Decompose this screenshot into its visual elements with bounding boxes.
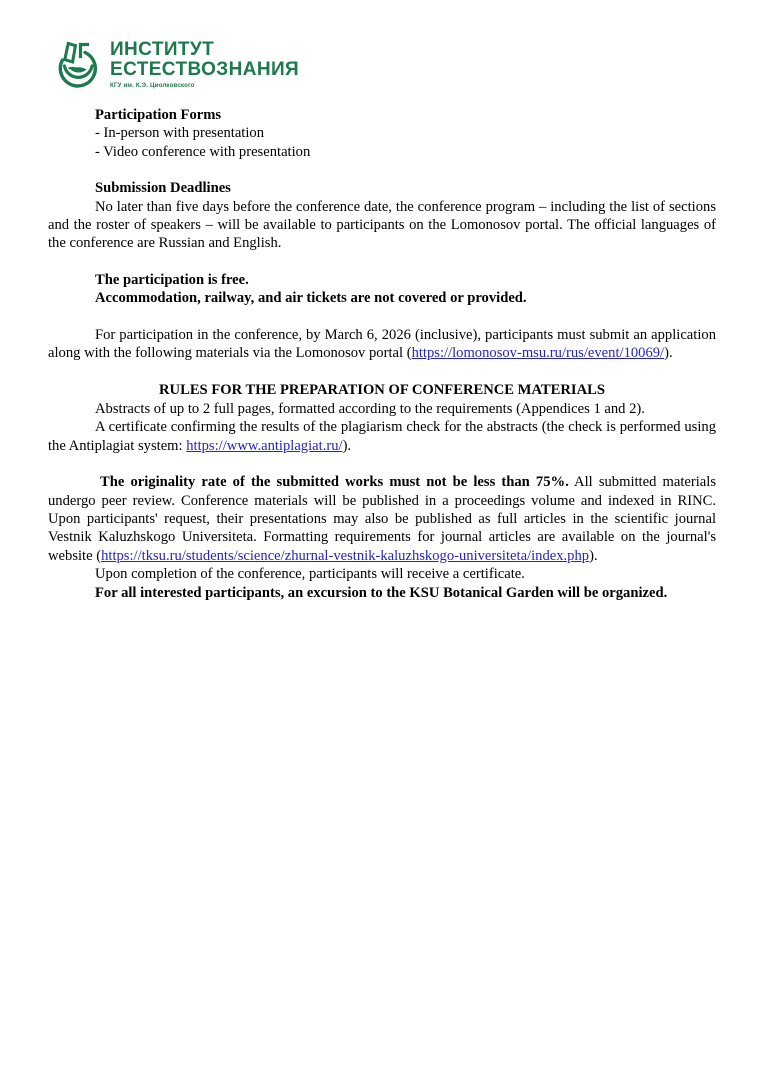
participation-forms-section [95,106,716,161]
logo-line-1: ИНСТИТУТ [110,39,215,60]
logo-subtitle: КГУ им. К.Э. Циолковского [110,82,195,89]
submission-deadlines-paragraph: No later than five days before the conference date, the conference program – including the list of sections and the roster of speakers – will be available to participants on the Lomonosov portal. The official languages of the conference are Russian and English. [48,198,716,252]
originality-text-before: All submitted materials undergo peer review. Conference materials will be published in a proceedings volume and indexed in RINC. Upon participants' request, their presentations may also be published as full articles in the scientific journal Vestnik Kaluzhskogo Universiteta. Formatting requirements for journal articles are available on the journal's website ( [48,474,716,564]
fees-line-2: Accommodation, railway, and air tickets are not covered or provided. [95,290,527,307]
rules-section [48,381,716,455]
rules-item-2 [48,418,716,455]
spacer [48,308,716,326]
rules-heading: RULES FOR THE PREPARATION OF CONFERENCE MATERIALS [159,382,605,399]
rules-item-2-text-before: A certificate confirming the results of the plagiarism check for the abstracts (the check is performed using the Antiplagiat system: [48,419,716,454]
closing-excursion-line: For all interested participants, an excursion to the KSU Botanical Garden will be organized. [95,584,668,601]
application-text-before: For participation in the conference, by March 6, 2026 (inclusive), participants must submit an application along with the following materials via the Lomonosov portal ( [48,326,716,362]
spacer [48,161,716,179]
application-paragraph [48,326,716,363]
participation-forms-item-1: - In-person with presentation [95,125,264,142]
spacer [48,253,716,271]
document-body [48,106,716,602]
rules-item-1: Abstracts of up to 2 full pages, formatted according to the requirements (Appendices 1 and 2). [95,400,645,417]
originality-bold-lead: The originality rate of the submitted works must not be less than 75%. [100,474,569,491]
logo-line-2: ЕСТЕСТВОЗНАНИЯ [110,58,300,80]
application-text-after: ). [664,345,673,362]
rules-item-2-text-after: ). [342,437,352,454]
institute-logo-text [110,38,299,90]
lomonosov-portal-link[interactable]: https://lomonosov-msu.ru/rus/event/10069/ [411,345,665,362]
participation-forms-heading: Participation Forms [95,107,222,123]
fees-section [95,271,716,308]
spacer [48,455,716,473]
fees-line-1: The participation is free. [95,271,249,288]
institute-emblem-icon [55,38,103,88]
submission-deadlines-section [48,179,716,253]
institute-logo [55,38,299,90]
antiplagiat-link[interactable]: https://www.antiplagiat.ru/ [186,437,343,454]
originality-text-after: ). [589,547,598,564]
participation-forms-item-2: - Video conference with presentation [95,143,311,160]
originality-paragraph [48,473,716,565]
closing-certificate-line: Upon completion of the conference, participants will receive a certificate. [95,566,525,583]
submission-deadlines-heading: Submission Deadlines [95,180,231,197]
closing-section [48,565,716,602]
vestnik-journal-link[interactable]: https://tksu.ru/students/science/zhurnal-vestnik-kaluzhskogo-universiteta/index.php [101,547,590,564]
spacer [48,362,716,381]
